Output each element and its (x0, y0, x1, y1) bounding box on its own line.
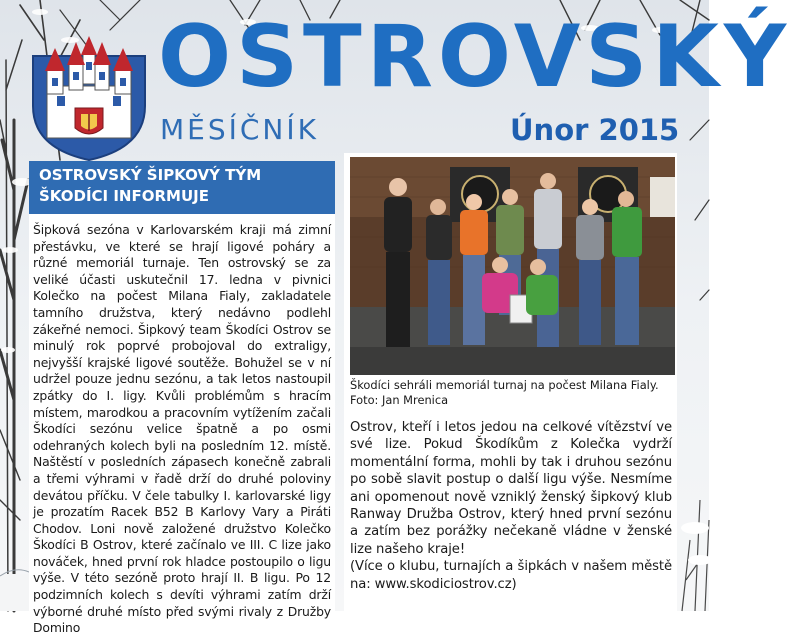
article-continuation (350, 419, 672, 593)
photo-caption (350, 378, 675, 408)
photo-caption-text: Škodíci sehráli memoriál turnaj na počest Milana Fialy. (350, 378, 659, 392)
article-right-column (344, 153, 677, 613)
headline-line-2: ŠKODÍCI INFORMUJE (39, 187, 209, 205)
footer-note: (Více o klubu, turnajích a šipkách v našem městě na: www.skodiciostrov.cz) (350, 559, 672, 592)
headline-line-1: OSTROVSKÝ ŠIPKOVÝ TÝM (39, 166, 262, 184)
continuation-paragraph: Ostrov, kteří i letos jedou na celkové vítězství ve své lize. Pokud Škodíkům z Kolečka vydrží momentální forma, mohli by tak i druhou sezónu po sobě slavit postup o další ligu výše. Nesmíme ani opomenout nově vzniklý ženský šipkový klub Ranway Družba Ostrov, který hned první sezónu a zatím bez porážky nečekaně vládne v ženské lize našeho kraje! (350, 420, 672, 557)
article-body: Šipková sezóna v Karlovarském kraji má zimní přestávku, ve které se hrají ligové poháry a různé memoriál turnaje. Ten ostrovský se za veliké účasti uskutečnil 17. ledna v pivnici Kolečko na počest Milana Fialy, zakladatele tamního družstva, který nedávno podlehl zákeřné nemoci. Šipkový team Škodíci Ostrov se minulý rok poprvé probojoval do extraligy, nejvyšší krajské ligové soutěže. Bohužel se v ní udržel pouze jednu sezónu, a tak letos nastoupil zpátky do I. ligy. Kvůli problémům s hracím místem, marodkou a pracovním vytížením začali Škodíci sezónu velice špatně a po osmi odehraných kolech byli na posledním 12. místě. Naštěstí v posledních zápasech konečně zabrali a třemi výhrami v řadě drží do druhé poloviny devátou příčku. V čele tabulky I. karlovarské ligy je prozatím Racek B52 B Karlovy Vary a Piráti Chodov. Loni nově založené družstvo Kolečko Škodíci B Ostrov, které začínalo ve III. C lize jako nováček, hned první rok hladce postoupilo o ligu výše. V této sezóně proto hrají II. B ligu. Po 12 podzimních kolech s devíti výhrami zatím drží výborné druhé místo před svými rivaly z Družby Domino (33, 222, 331, 636)
town-coat-of-arms-icon (29, 36, 149, 161)
newsletter-title: OSTROVSKÝ (158, 7, 791, 107)
issue-date: Únor 2015 (510, 113, 680, 147)
team-photo (350, 157, 675, 375)
photo-credit: Foto: Jan Mrenica (350, 393, 449, 407)
article-headline (29, 161, 335, 214)
newsletter-subtitle: MĚSÍČNÍK (160, 113, 319, 146)
article-left-column (29, 161, 335, 636)
